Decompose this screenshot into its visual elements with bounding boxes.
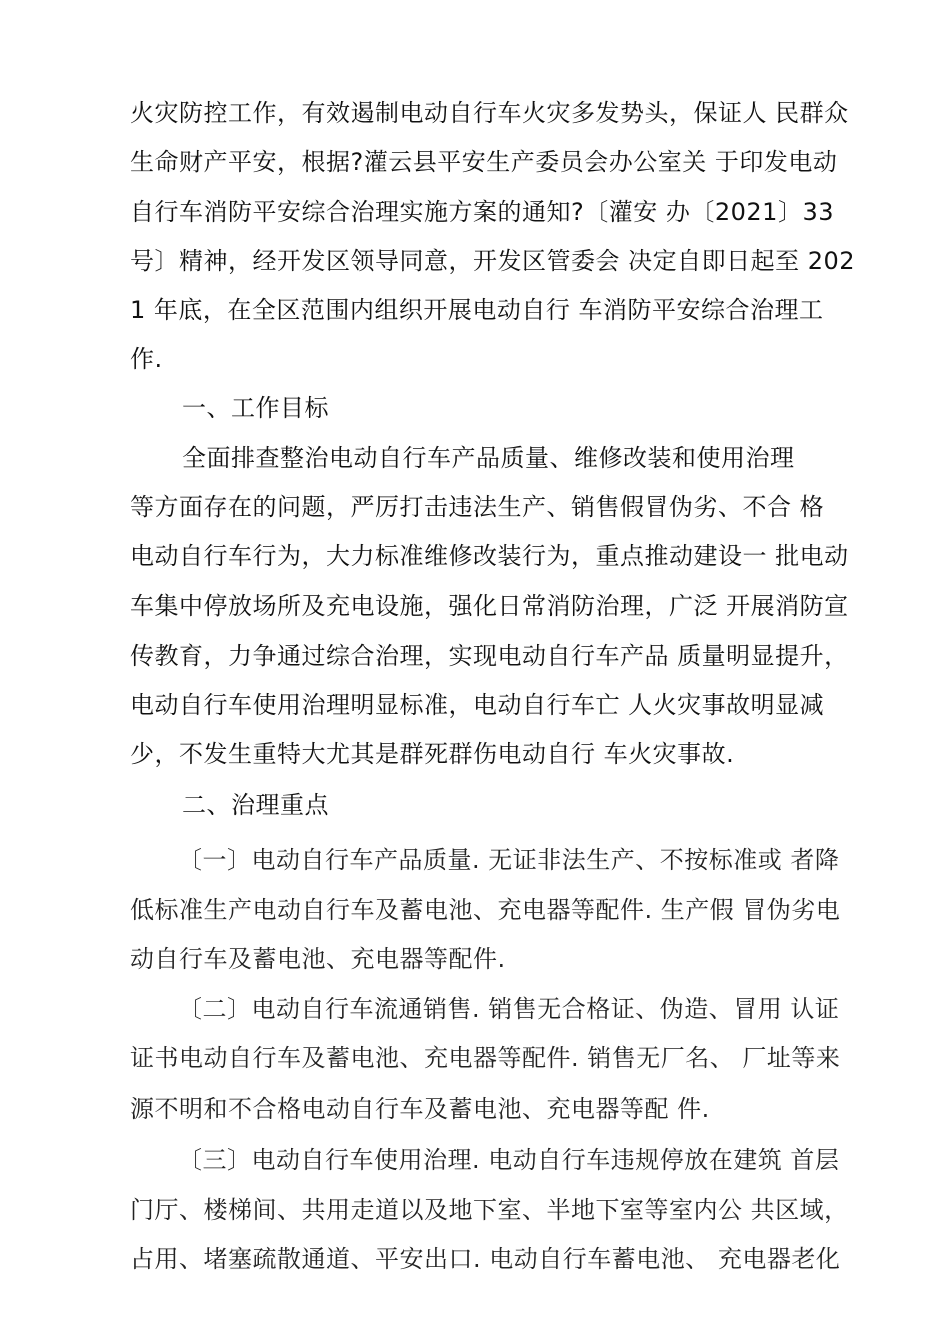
intro-line: 生命财产平安，根据?灌云县平安生产委员会办公室关 于印发电动 — [130, 148, 838, 176]
item3-line: 门厅、楼梯间、共用走道以及地下室、半地下室等室内公 共区域， — [130, 1196, 849, 1224]
goals-line: 电动自行车行为，大力标准维修改装行为，重点推动建设一 批电动 — [130, 542, 849, 570]
item3-line: 〔三〕电动自行车使用治理. 电动自行车违规停放在建筑 首层 — [178, 1146, 840, 1174]
section-heading-goals: 一、工作目标 — [182, 394, 329, 422]
intro-line: 火灾防控工作，有效遏制电动自行车火灾多发势头，保证人 民群众 — [130, 99, 849, 127]
intro-line: 号〕精神，经开发区领导同意，开发区管委会 决定自即日起至 202 — [130, 247, 856, 275]
goals-line: 车集中停放场所及充电设施，强化日常消防治理，广泛 开展消防宣 — [130, 592, 849, 620]
item1-line: 〔一〕电动自行车产品质量. 无证非法生产、不按标准或 者降 — [178, 846, 840, 874]
item2-line: 源不明和不合格电动自行车及蓄电池、充电器等配 件. — [130, 1095, 710, 1123]
goals-line: 全面排查整治电动自行车产品质量、维修改装和使用治理 — [182, 444, 795, 472]
item2-line: 〔二〕电动自行车流通销售. 销售无合格证、伪造、冒用 认证 — [178, 995, 840, 1023]
goals-line: 少，不发生重特大尤其是群死群伤电动自行 车火灾事故. — [130, 740, 735, 768]
intro-line: 1 年底，在全区范围内组织开展电动自行 车消防平安综合治理工 — [130, 296, 824, 324]
goals-line: 传教育，力争通过综合治理，实现电动自行车产品 质量明显提升， — [130, 642, 849, 670]
intro-line: 作. — [130, 345, 163, 373]
goals-line: 等方面存在的问题，严厉打击违法生产、销售假冒伪劣、不合 格 — [130, 493, 825, 521]
goals-line: 电动自行车使用治理明显标准，电动自行车亡 人火灾事故明显减 — [130, 691, 825, 719]
item3-line: 占用、堵塞疏散通道、平安出口. 电动自行车蓄电池、 充电器老化 — [130, 1245, 841, 1273]
item2-line: 证书电动自行车及蓄电池、充电器等配件. 销售无厂名、 厂址等来 — [130, 1044, 841, 1072]
intro-line: 自行车消防平安综合治理实施方案的通知?〔灌安 办〔2021〕33 — [130, 198, 834, 226]
item1-line: 低标准生产电动自行车及蓄电池、充电器等配件. 生产假 冒伪劣电 — [130, 896, 841, 924]
section-heading-focus: 二、治理重点 — [182, 791, 329, 819]
item1-line: 动自行车及蓄电池、充电器等配件. — [130, 945, 506, 973]
